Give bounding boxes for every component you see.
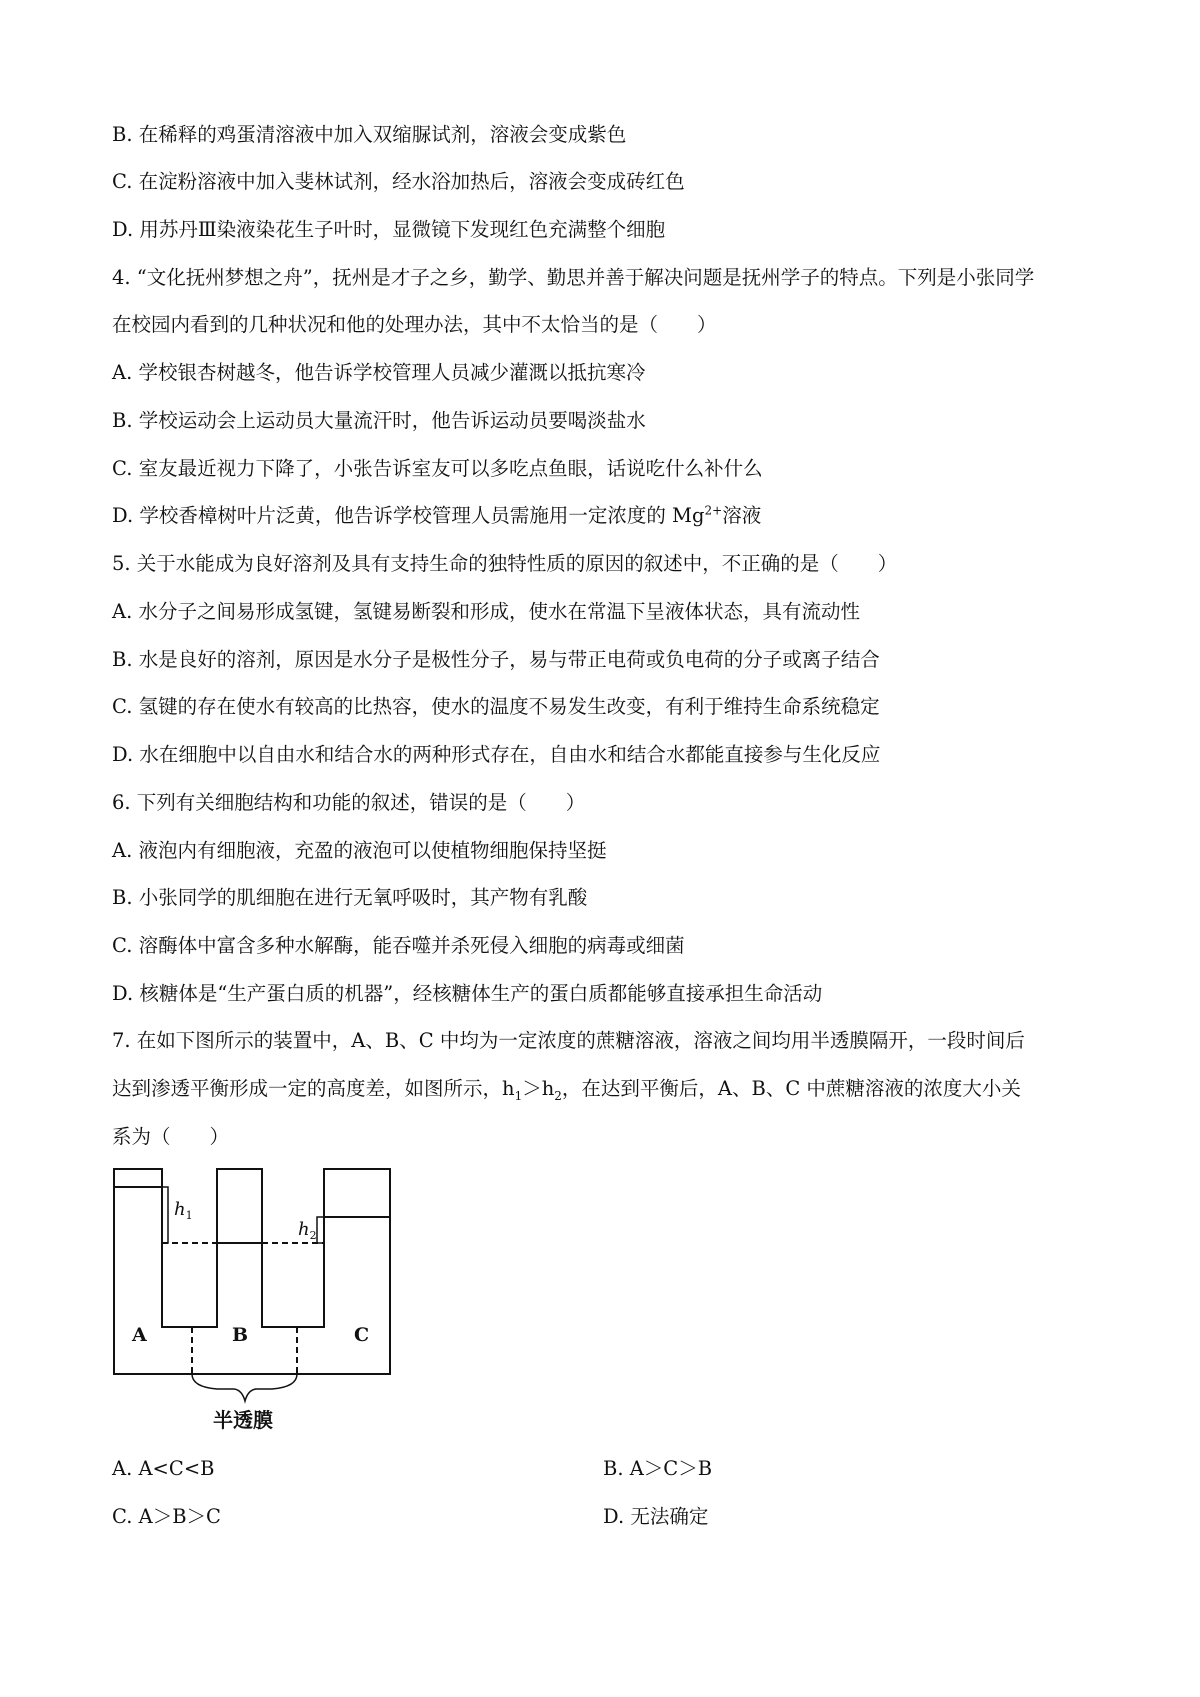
osmosis-apparatus-diagram [112,1165,392,1435]
q4-option-d [112,502,1102,530]
h2-label [298,1219,317,1242]
q6-option-b: B. 小张同学的肌细胞在进行无氧呼吸时，其产物有乳酸 [112,886,588,909]
h1-sub: 1 [185,1209,193,1222]
q7-stem-tail: ，在达到平衡后，A、B、C 中蔗糖溶液的浓度大小关 [561,1077,1021,1100]
label-a: A [132,1324,147,1346]
q4-option-c: C. 室友最近视力下降了，小张告诉室友可以多吃点鱼眼，话说吃什么补什么 [112,457,763,480]
q3-option-b: B. 在稀释的鸡蛋清溶液中加入双缩脲试剂，溶液会变成紫色 [112,123,627,146]
q5-option-b: B. 水是良好的溶剂，原因是水分子是极性分子，易与带正电荷或负电荷的分子或离子结合 [112,648,880,671]
q7-stem-gt: ＞h [522,1077,555,1100]
q6-stem: 6. 下列有关细胞结构和功能的叙述，错误的是（ ） [112,791,586,814]
h2-bracket [317,1217,324,1243]
q7-stem-text: 达到渗透平衡形成一定的高度差，如图所示，h [112,1077,515,1100]
q7-h1-subscript: 1 [514,1088,523,1103]
membrane-brace [192,1374,297,1401]
q6-option-d: D. 核糖体是“生产蛋白质的机器”，经核糖体生产的蛋白质都能够直接承担生命活动 [112,982,823,1005]
q4-option-d-superscript: 2+ [704,503,723,518]
q4-option-a: A. 学校银杏树越冬，他告诉学校管理人员减少灌溉以抵抗寒冷 [112,361,646,384]
q3-option-c: C. 在淀粉溶液中加入斐林试剂，经水浴加热后，溶液会变成砖红色 [112,170,685,193]
q7-option-d: D. 无法确定 [603,1505,709,1528]
label-b: B [232,1324,249,1346]
h2-main: h [298,1219,310,1240]
h1-label [174,1199,193,1222]
q7-option-a: A. A<C<B [112,1457,215,1480]
q3-option-d: D. 用苏丹Ⅲ染液染花生子叶时，显微镜下发现红色充满整个细胞 [112,218,666,241]
q7-stem-line-2 [112,1075,1102,1103]
membrane-label: 半透膜 [213,1408,273,1432]
q5-option-c: C. 氢键的存在使水有较高的比热容，使水的温度不易发生改变，有利于维持生命系统稳定 [112,695,880,718]
q4-option-b: B. 学校运动会上运动员大量流汗时，他告诉运动员要喝淡盐水 [112,409,646,432]
q5-stem: 5. 关于水能成为良好溶剂及具有支持生命的独特性质的原因的叙述中，不正确的是（ ） [112,552,898,575]
q4-stem-line-1: 4. “文化抚州梦想之舟”，抚州是才子之乡，勤学、勤思并善于解决问题是抚州学子的特点。下列是小张同学 [112,266,1035,289]
q4-option-d-tail: 溶液 [722,504,762,527]
label-c: C [354,1324,370,1346]
q5-option-a: A. 水分子之间易形成氢键，氢键易断裂和形成，使水在常温下呈液体状态，具有流动性 [112,600,860,623]
q7-h2-subscript: 2 [554,1088,562,1103]
q6-option-a: A. 液泡内有细胞液，充盈的液泡可以使植物细胞保持坚挺 [112,839,607,862]
q6-option-c: C. 溶酶体中富含多种水解酶，能吞噬并杀死侵入细胞的病毒或细菌 [112,934,685,957]
h2-sub: 2 [309,1229,317,1242]
h1-main: h [174,1199,186,1220]
q7-option-c: C. A＞B＞C [112,1505,221,1528]
q7-stem-line-3: 系为（ ） [112,1125,230,1148]
q7-stem-line-1: 7. 在如下图所示的装置中，A、B、C 中均为一定浓度的蔗糖溶液，溶液之间均用半透膜隔开，一段时间后 [112,1029,1025,1052]
q7-option-b: B. A＞C＞B [603,1457,713,1480]
q4-option-d-text: D. 学校香樟树叶片泛黄，他告诉学校管理人员需施用一定浓度的 Mg [112,504,705,527]
q4-stem-line-2: 在校园内看到的几种状况和他的处理办法，其中不太恰当的是（ ） [112,313,717,336]
vessel-outline [114,1169,390,1374]
q5-option-d: D. 水在细胞中以自由水和结合水的两种形式存在，自由水和结合水都能直接参与生化反应 [112,743,881,766]
